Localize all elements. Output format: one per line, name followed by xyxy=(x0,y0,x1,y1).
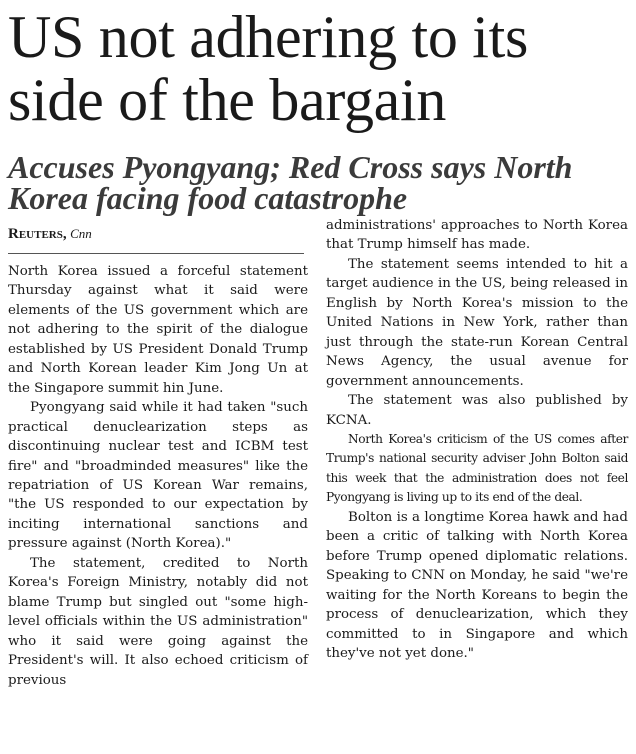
paragraph: North Korea issued a forceful statement Thursday against what it said were elements of the US government which are not adhering to the spirit of the dialogue established by US President Donald Trump and North Korean leader Kim Jong Un at the Singapore summit hin June. xyxy=(8,264,308,396)
headline: US not adhering to its side of the bargain xyxy=(8,4,529,133)
paragraph: Bolton is a longtime Korea hawk and had been a critic of talking with North Korea before Trump opened diplomatic relations. Speaking to CNN on Monday, he said "we're waiting for the North Koreans to begin the process of denuclearization, which they committed to in Singapore and which they've not yet done." xyxy=(326,509,628,661)
article-column-2 xyxy=(326,216,628,663)
subheadline: Accuses Pyongyang; Red Cross says North Korea facing food catastrophe xyxy=(8,149,573,216)
article-column-1 xyxy=(8,262,308,690)
byline-agency: Reuters, xyxy=(8,226,67,242)
paragraph: administrations' approaches to North Korea that Trump himself has made. xyxy=(326,218,628,253)
paragraph: The statement was also published by KCNA. xyxy=(326,393,628,428)
byline-divider xyxy=(8,253,304,254)
paragraph: Pyongyang said while it had taken "such practical denuclearization steps as discontinuing nuclear test and ICBM test fire" and "broadminded measures" like the repatriation of US Korean War remains, "the US responded to our expectation by inciting international sanctions and pressure against (North Korea)." xyxy=(8,400,308,552)
byline-source: Cnn xyxy=(70,226,92,241)
paragraph: The statement, credited to North Korea's Foreign Ministry, notably did not blame Trump but singled out "some high-level officials within the US administration" who it said were going against the President's will. It also echoed criticism of previous xyxy=(8,555,308,688)
paragraph: North Korea's criticism of the US comes after Trump's national security adviser John Bolton said this week that the administration does not feel Pyongyang is living up to its end of the deal. xyxy=(326,431,628,505)
paragraph: The statement seems intended to hit a target audience in the US, being released in English by North Korea's mission to the United Nations in New York, rather than just through the state-run Korean Central News Agency, the usual avenue for government announcements. xyxy=(326,256,628,389)
byline xyxy=(8,226,308,243)
